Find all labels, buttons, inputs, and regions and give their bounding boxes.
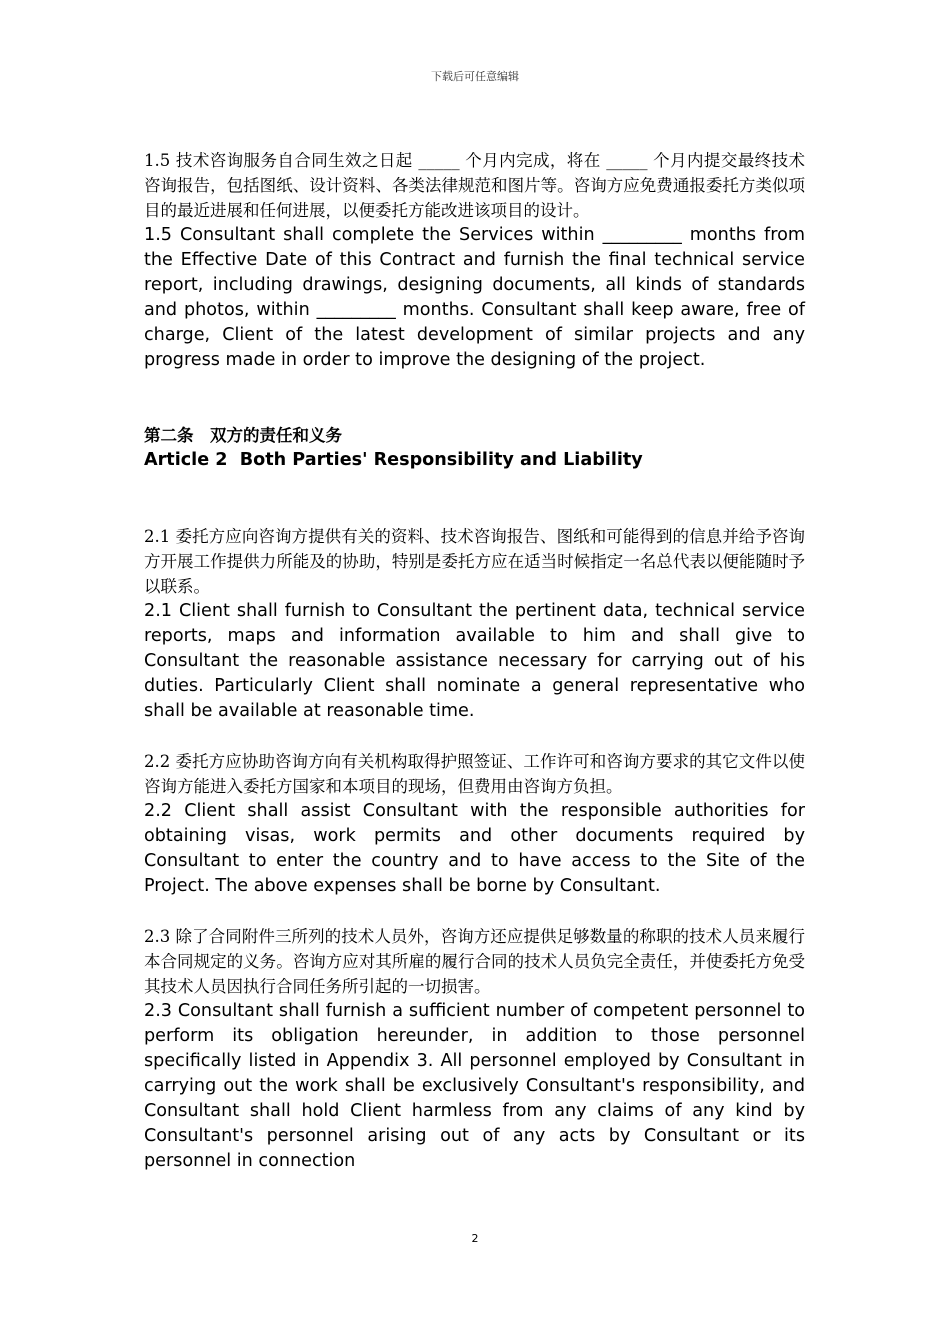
spacer (144, 373, 805, 424)
page-number: 2 (471, 1232, 479, 1245)
page-content (144, 148, 805, 1174)
article-2-heading-english: Article 2 Both Parties' Responsibility and Liability (144, 450, 643, 470)
clause-2-1-chinese: 2.1 委托方应向咨询方提供有关的资料、技术咨询报告、图纸和可能得到的信息并给予咨询方开展工作提供力所能及的协助，特别是委托方应在适当时候指定一名总代表以便能随时予以联系。 (144, 527, 805, 596)
clause-2-2-chinese: 2.2 委托方应协助咨询方向有关机构取得护照签证、工作许可和咨询方要求的其它文件以使咨询方能进入委托方国家和本项目的现场，但费用由咨询方负担。 (144, 752, 805, 796)
clause-2-2-english: 2.2 Client shall assist Consultant with the responsible authorities for obtaining visas, work permits and other documents required by Consultant to enter the country and to have access to the Site of the Project. The above expenses shall be borne by Consultant. (144, 801, 805, 896)
clause-2-3-english: 2.3 Consultant shall furnish a sufficient number of competent personnel to perform its obligation hereunder, in addition to those personnel specifically listed in Appendix 3. All personnel employed by Consultant in carrying out the work shall be exclusively Consultant's responsibility, and Consultant shall hold Client harmless from any claims of any kind by Consultant's personnel arising out of any acts by Consultant or its personnel in connection (144, 1001, 805, 1171)
spacer (144, 724, 805, 749)
clause-1-5-english: 1.5 Consultant shall complete the Services within _________ months from the Effective Date of this Contract and furnish the final technical service report, including drawings, designing documents, all kinds of standards and photos, within _________ months. Consultant shall keep aware, free of charge, Client of the latest development of similar projects and any progress made in order to improve the designing of the project. (144, 225, 805, 370)
clause-1-5-chinese: 1.5 技术咨询服务自合同生效之日起 _____ 个月内完成，将在 _____ 个月内提交最终技术咨询报告，包括图纸、设计资料、各类法律规范和图片等。咨询方应免费通报委托方类似项目的最近进展和任何进展，以便委托方能改进该项目的设计。 (144, 151, 805, 220)
clause-2-1-english: 2.1 Client shall furnish to Consultant the pertinent data, technical service reports, maps and information available to him and shall give to Consultant the reasonable assistance necessary for carrying out of his duties. Particularly Client shall nominate a general representative who shall be available at reasonable time. (144, 601, 805, 721)
article-2-heading-chinese: 第二条 双方的责任和义务 (144, 426, 342, 445)
page-header: 下载后可任意编辑 (431, 70, 519, 83)
clause-2-3-chinese: 2.3 除了合同附件三所列的技术人员外，咨询方还应提供足够数量的称职的技术人员来履行本合同规定的义务。咨询方应对其所雇的履行合同的技术人员负完全责任，并使委托方免受其技术人员因执行合同任务所引起的一切损害。 (144, 927, 805, 996)
spacer (144, 899, 805, 924)
spacer (144, 473, 805, 524)
